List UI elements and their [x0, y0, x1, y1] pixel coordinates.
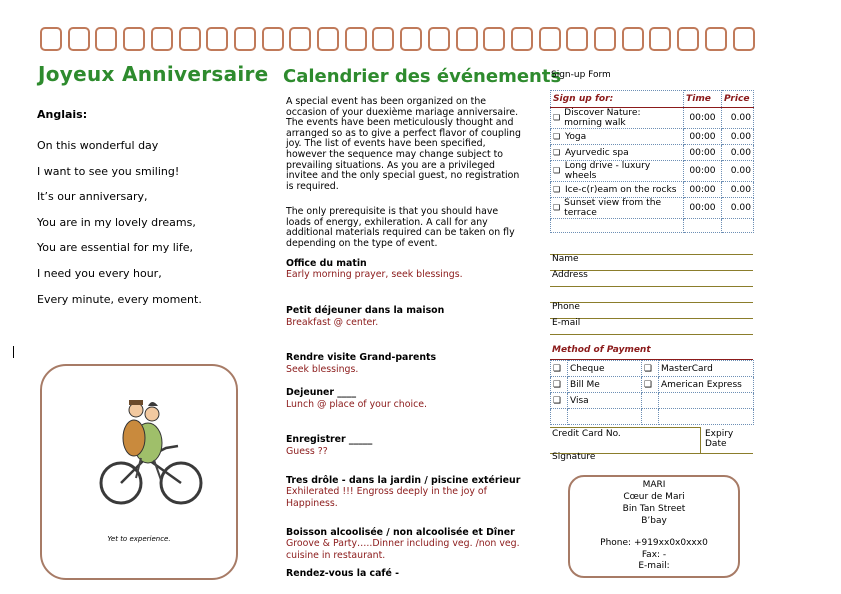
divider-line	[550, 302, 753, 303]
poem-line: It’s our anniversary,	[37, 190, 148, 203]
name-field[interactable]: Name	[552, 254, 579, 264]
decorative-border-chain	[40, 27, 755, 55]
table-row	[551, 198, 754, 219]
price-cell[interactable]: 0.00	[722, 129, 754, 145]
border-link	[539, 27, 561, 51]
activity-name: Sunset view from the terrace	[564, 198, 662, 218]
phone-field[interactable]: Phone	[552, 302, 580, 312]
price-cell[interactable]: 0.00	[722, 198, 754, 219]
border-link	[95, 27, 117, 51]
empty-cell	[642, 393, 659, 409]
border-link	[733, 27, 755, 51]
border-link	[151, 27, 173, 51]
contact-email: E-mail:	[638, 561, 670, 571]
table-row	[551, 361, 754, 377]
poem-line: I want to see you smiling!	[37, 165, 180, 178]
poem-heading: Anglais:	[37, 108, 88, 121]
payment-option-bill-me: Bill Me	[568, 377, 642, 393]
activity-name: Yoga	[565, 131, 587, 142]
header-time: Time	[684, 91, 722, 108]
address-field[interactable]: Address	[552, 270, 588, 280]
border-link	[372, 27, 394, 51]
event-description: Lunch @ place of your choice.	[286, 399, 427, 410]
clipart-frame	[40, 364, 238, 580]
couple-on-bicycle-clipart	[96, 388, 206, 508]
activity-name: Discover Nature: morning walk	[564, 108, 641, 128]
header-price: Price	[722, 91, 754, 108]
border-link	[123, 27, 145, 51]
table-row	[551, 129, 754, 145]
border-link	[483, 27, 505, 51]
table-row	[551, 108, 754, 129]
poem-line: You are in my lovely dreams,	[37, 216, 196, 229]
event-description: Guess ??	[286, 446, 328, 457]
payment-option-amex: American Express	[659, 377, 754, 393]
price-cell[interactable]: 0.00	[722, 108, 754, 129]
event-description: Breakfast @ center.	[286, 317, 379, 328]
event-description: Seek blessings.	[286, 364, 359, 375]
event-title: Enregistrer _____	[286, 434, 373, 445]
empty-cell	[659, 393, 754, 409]
checkbox-icon[interactable]: ❏	[553, 184, 561, 194]
event-description: Groove & Party…..Dinner including veg. /non veg. cuisine in restaurant.	[286, 538, 520, 561]
table-row	[551, 161, 754, 182]
contact-card	[568, 475, 740, 578]
table-row	[551, 145, 754, 161]
border-link	[317, 27, 339, 51]
signup-form	[550, 90, 753, 460]
checkbox-icon[interactable]: ❏	[553, 147, 561, 157]
activity-cell[interactable]	[551, 129, 684, 145]
activity-name: Long drive - luxury wheels	[564, 161, 651, 181]
contact-company: Cœur de Mari	[623, 492, 685, 502]
border-link	[428, 27, 450, 51]
clipart-caption: Yet to experience.	[107, 535, 171, 543]
poem-line: On this wonderful day	[37, 139, 159, 152]
event-description: Exhilerated !!! Engross deeply in the joy of Happiness.	[286, 486, 487, 509]
border-link	[289, 27, 311, 51]
checkbox-icon[interactable]: ❏	[553, 203, 561, 212]
event-description: Early morning prayer, seek blessings.	[286, 269, 463, 280]
activity-name: Ice-c(r)eam on the rocks	[565, 184, 677, 195]
checkbox-icon[interactable]: ❏	[553, 131, 561, 141]
expiry-date-field[interactable]: Expiry Date	[705, 429, 734, 449]
border-link	[456, 27, 478, 51]
border-link	[179, 27, 201, 51]
event-title: Boisson alcoolisée / non alcoolisée et Dîner	[286, 527, 515, 538]
contact-name: MARI	[642, 480, 666, 490]
border-link	[511, 27, 533, 51]
time-cell[interactable]: 00:00	[684, 161, 722, 182]
price-cell[interactable]: 0.00	[722, 161, 754, 182]
checkbox-icon[interactable]: ❏	[551, 393, 568, 409]
time-cell[interactable]: 00:00	[684, 182, 722, 198]
time-cell[interactable]: 00:00	[684, 198, 722, 219]
activity-cell[interactable]	[551, 145, 684, 161]
poem-line: You are essential for my life,	[37, 241, 193, 254]
border-link	[705, 27, 727, 51]
event-title: Petit déjeuner dans la maison	[286, 305, 445, 316]
email-field[interactable]: E-mail	[552, 318, 581, 328]
spacer-row	[551, 409, 754, 425]
price-cell[interactable]: 0.00	[722, 145, 754, 161]
contact-street: Bin Tan Street	[622, 504, 686, 514]
table-row	[551, 182, 754, 198]
checkbox-icon[interactable]: ❏	[642, 377, 659, 393]
divider-line	[550, 286, 753, 287]
border-link	[649, 27, 671, 51]
text-cursor[interactable]	[13, 346, 14, 358]
table-header-row	[551, 91, 754, 108]
border-link	[262, 27, 284, 51]
checkbox-icon[interactable]: ❏	[642, 361, 659, 377]
activity-name: Ayurvedic spa	[565, 147, 629, 158]
spacer-row	[551, 219, 754, 233]
contact-city: B’bay	[641, 516, 667, 526]
border-link	[68, 27, 90, 51]
time-cell[interactable]: 00:00	[684, 129, 722, 145]
divider-line	[550, 318, 753, 319]
table-row	[551, 377, 754, 393]
border-link	[400, 27, 422, 51]
border-link	[622, 27, 644, 51]
activities-table	[550, 90, 754, 233]
border-link	[345, 27, 367, 51]
payment-method-heading: Method of Payment	[552, 345, 651, 355]
event-title: Dejeuner ____	[286, 387, 357, 398]
contact-phone: Phone: +919xx0x0xxx0	[600, 538, 708, 548]
activity-cell[interactable]	[551, 108, 684, 129]
border-link	[234, 27, 256, 51]
payment-options-table	[550, 360, 754, 425]
divider-line	[700, 427, 701, 453]
poem-line: Every minute, every moment.	[37, 293, 202, 306]
payment-option-visa: Visa	[568, 393, 642, 409]
contact-fax: Fax: -	[641, 550, 667, 560]
checkbox-icon[interactable]: ❏	[553, 113, 561, 122]
checkbox-icon[interactable]: ❏	[553, 166, 561, 175]
price-cell[interactable]: 0.00	[722, 182, 754, 198]
signup-form-label: Sign-up Form	[551, 70, 611, 80]
time-cell[interactable]: 00:00	[684, 108, 722, 129]
event-title: Office du matin	[286, 258, 367, 269]
signature-field[interactable]: Signature	[552, 452, 596, 462]
table-row	[551, 393, 754, 409]
intro-paragraph: A special event has been organized on the occasion of your duexième mariage anniversaire. The events have been meticulously thought and arranged so as to give a perfect flavor of coupling joy. The list of events have been specified, however the sequence may change subject to prevailing situations. As you are a privileged invitee and the only special guest, no registration is required.	[286, 96, 521, 192]
events-calendar-title: Calendrier des événements	[283, 66, 562, 87]
prerequisite-paragraph: The only prerequisite is that you should have loads of energy, exhileration. A call for any additional materials required can be taken on fly depending on the type of event.	[286, 206, 515, 249]
activity-cell[interactable]	[551, 161, 684, 182]
header-signup-for: Sign up for:	[551, 91, 684, 108]
checkbox-icon[interactable]: ❏	[551, 377, 568, 393]
divider-line	[550, 427, 700, 428]
payment-option-cheque: Cheque	[568, 361, 642, 377]
event-title: Rendez-vous la café -	[286, 568, 400, 579]
time-cell[interactable]: 00:00	[684, 145, 722, 161]
border-link	[566, 27, 588, 51]
event-title: Tres drôle - dans la jardin / piscine extérieur	[286, 475, 521, 486]
greeting-title: Joyeux Anniversaire	[38, 62, 269, 86]
checkbox-icon[interactable]: ❏	[551, 361, 568, 377]
event-title: Rendre visite Grand-parents	[286, 352, 437, 363]
border-link	[40, 27, 62, 51]
activity-cell[interactable]	[551, 198, 684, 219]
border-link	[206, 27, 228, 51]
activity-cell[interactable]	[551, 182, 684, 198]
divider-line	[550, 254, 753, 255]
poem-line: I need you every hour,	[37, 267, 162, 280]
payment-option-mastercard: MasterCard	[659, 361, 754, 377]
border-link	[677, 27, 699, 51]
credit-card-field[interactable]: Credit Card No.	[552, 429, 621, 439]
divider-line	[550, 334, 753, 335]
border-link	[594, 27, 616, 51]
